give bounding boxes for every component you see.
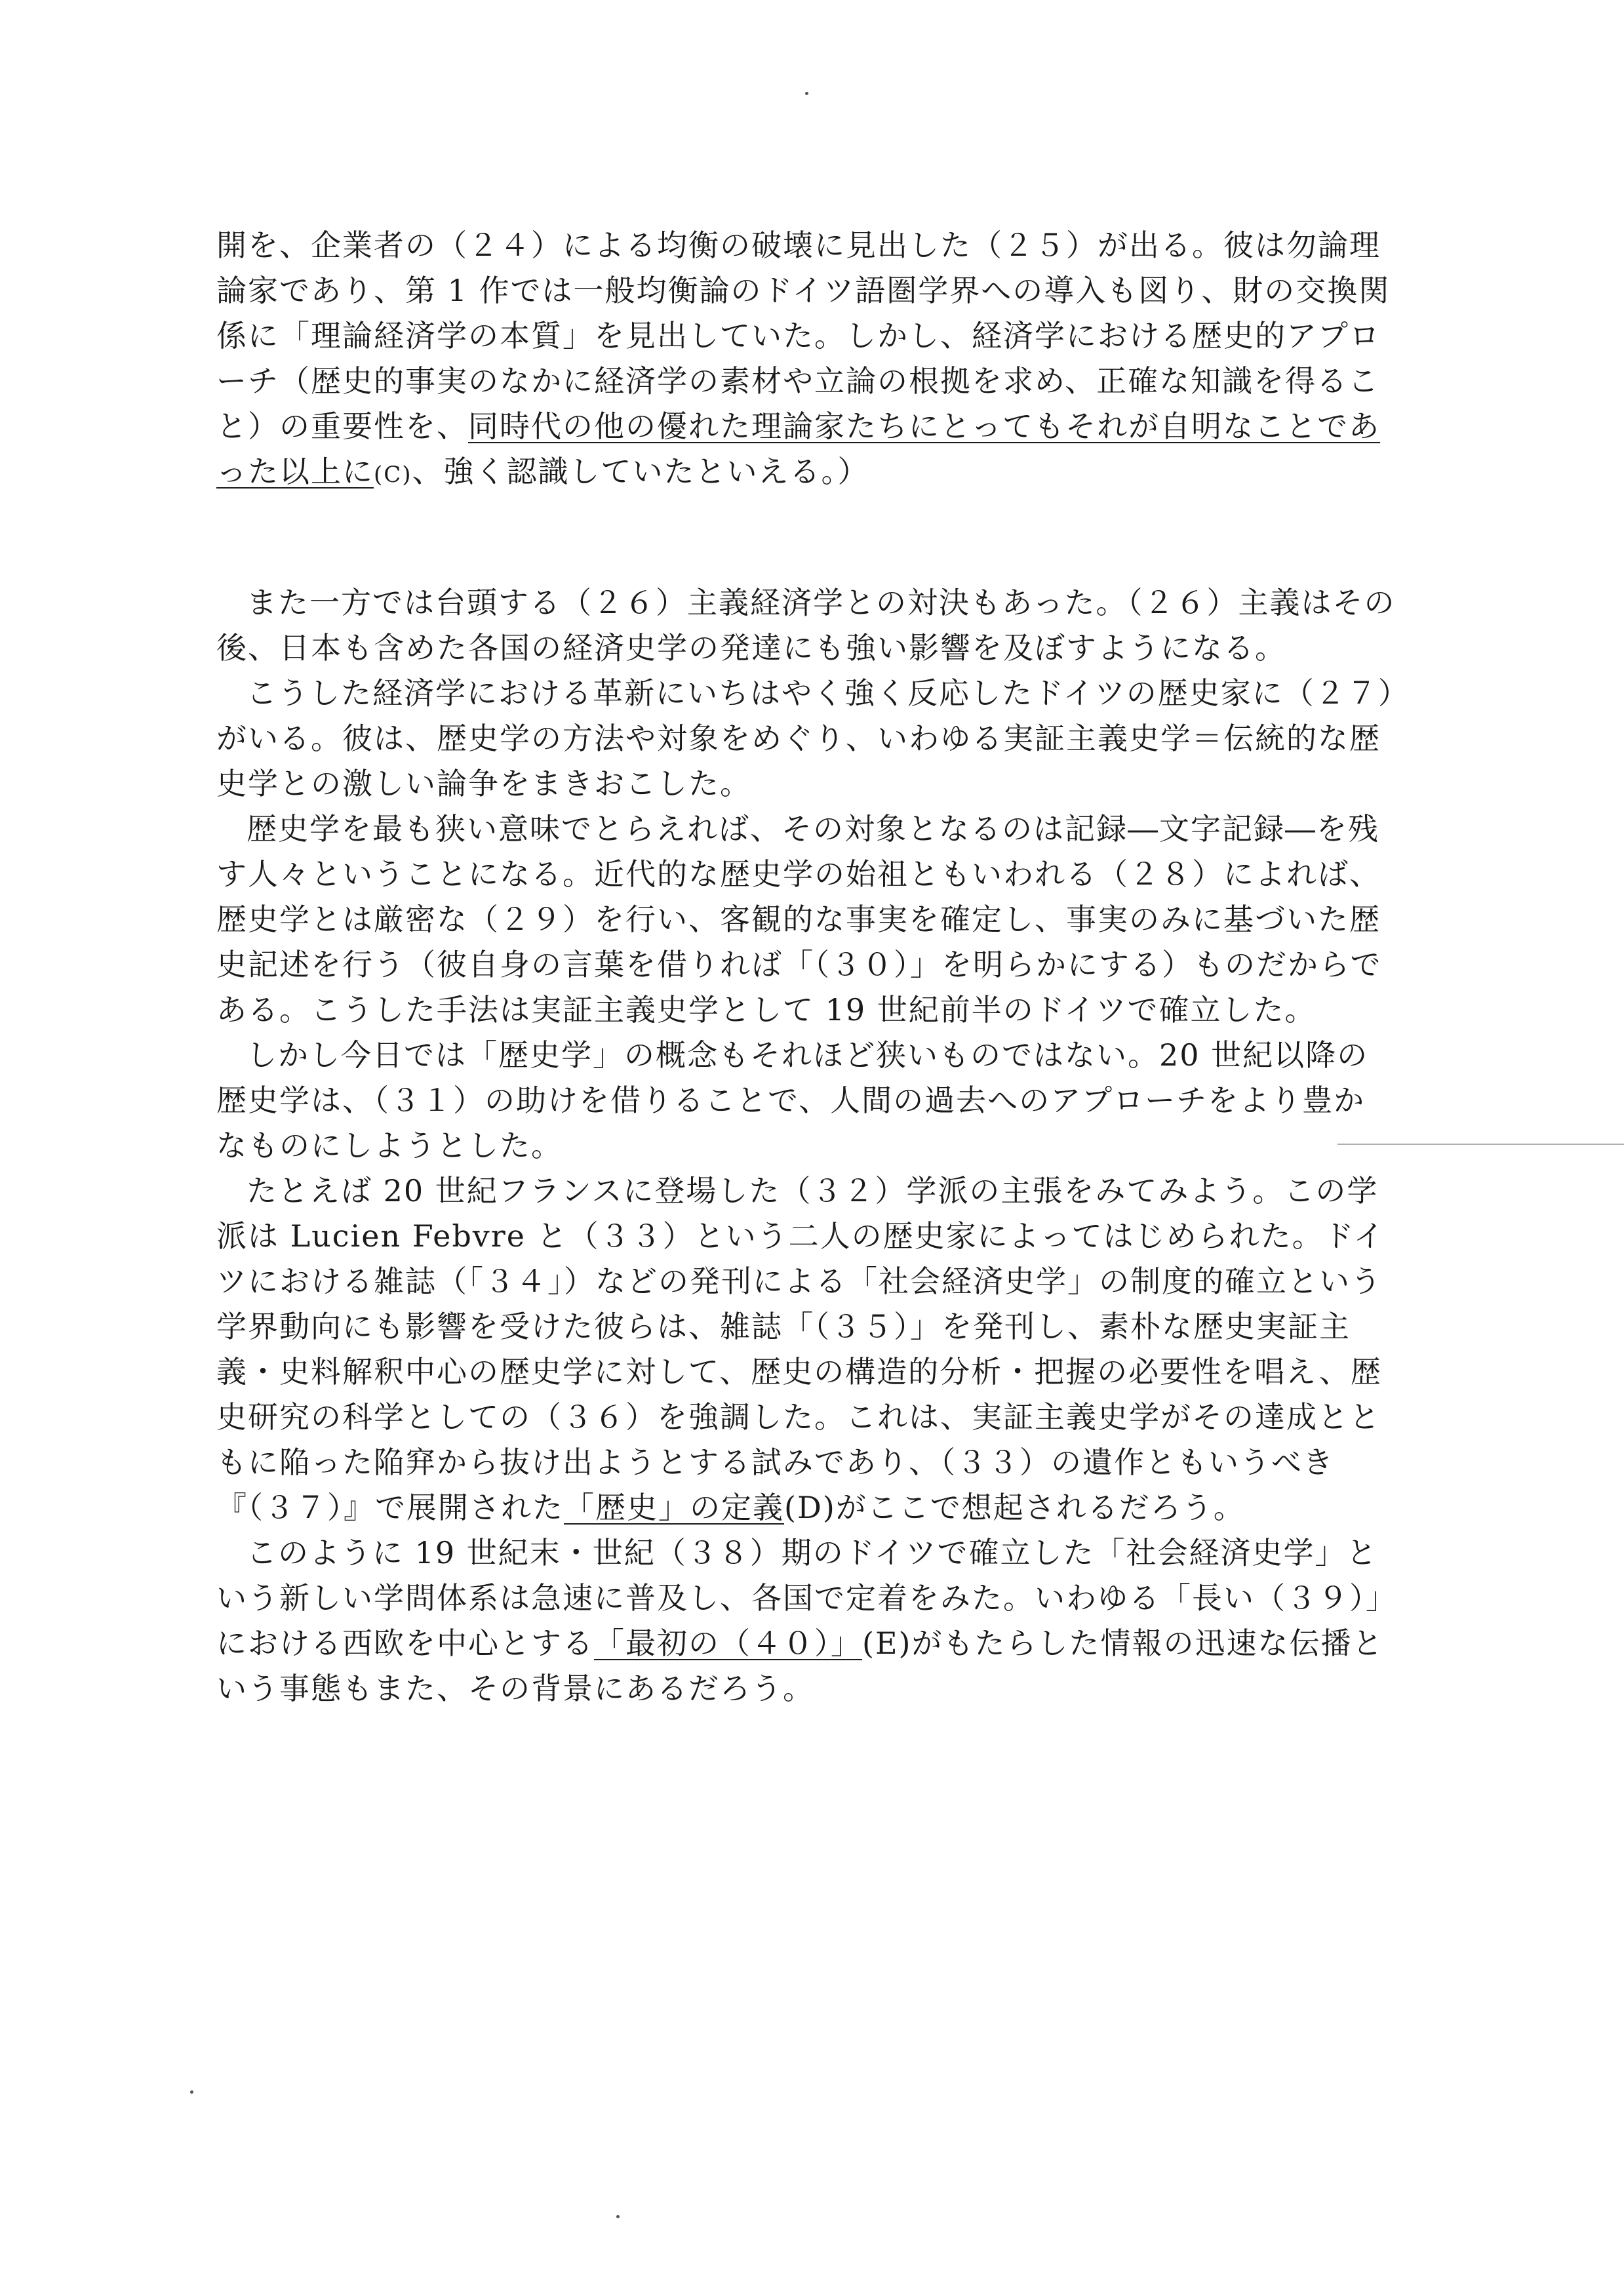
paragraph-6-text-a: たとえば 20 世紀フランスに登場した（３２）学派の主張をみてみよう。この学派は Lucien Febvre と（３３）という二人の歴史家によってはじめられた。ドイツにおける雑誌（「３４」）などの発刊による「社会経済史学」の制度的確立という学界動向にも影響を受けた彼らは、雑誌「（３５）」を発刊し、素朴な歴史実証主義・史料解釈中心の歴史学に対して、歴史の構造的分析・把握の必要性を唱え、歴史研究の科学としての（３６）を強調した。これは、実証主義史学がその達成とともに陥った陥穽から抜け出ようとする試みであり、（３３）の遺作ともいうべき『（３７）』で展開された <box>216 1173 1385 1525</box>
paragraph-6-text-b: がここで想起されるだろう。 <box>835 1490 1245 1525</box>
paragraph-7-text-b: がもたらした情報の迅速な伝播という事態もまた、その背景にあるだろう。 <box>216 1626 1384 1706</box>
scan-speck <box>190 2090 193 2094</box>
paragraph-2: また一方では台頭する（２６）主義経済学との対決もあった。（２６）主義はその後、日本も含めた各国の経済史学の発達にも強い影響を及ぼすようになる。 <box>216 585 1396 666</box>
scan-artifact-line <box>1337 1144 1624 1145</box>
paragraph-7 <box>216 1530 1396 1711</box>
underlined-phrase-d: 「歴史」の定義 <box>564 1490 784 1525</box>
body-text <box>216 580 1396 1711</box>
scan-speck <box>616 2215 620 2218</box>
paragraph-1-text-a: 開を、企業者の（２４）による均衡の破壊に見出した（２５）が出る。彼は勿論理論家であり、第 1 作では一般均衡論のドイツ語圏学界への導入も図り、財の交換関係に「理論経済学の本質」を見出していた。しかし、経済学における歴史的アプローチ（歴史的事実のなかに経済学の素材や立論の根拠を求め、正確な知識を得ること）の重要性を、 <box>216 228 1391 444</box>
paragraph-3: こうした経済学における革新にいちはやく強く反応したドイツの歴史家に（２７）がいる。彼は、歴史学の方法や対象をめぐり、いわゆる実証主義史学＝伝統的な歴史学との激しい論争をまきおこした。 <box>216 675 1395 801</box>
tag-e: (E) <box>862 1626 912 1661</box>
scan-speck <box>805 92 808 95</box>
paragraph-4: 歴史学を最も狭い意味でとらえれば、その対象となるのは記録―文字記録―を残す人々ということになる。近代的な歴史学の始祖ともいわれる（２８）によれば、歴史学とは厳密な（２９）を行い、客観的な事実を確定し、事実のみに基づいた歴史記述を行う（彼自身の言葉を借りれば「（３０）」を明らかにする）ものだからである。こうした手法は実証主義史学として 19 世紀前半のドイツで確立した。 <box>216 811 1382 1028</box>
underlined-phrase-e: 「最初の（４０）」 <box>594 1626 862 1661</box>
paragraph-7-text-a: このように 19 世紀末・世紀（３８）期のドイツで確立した「社会経済史学」という新しい学問体系は急速に普及し、各国で定着をみた。いわゆる「長い（３９）」における西欧を中心とする <box>216 1535 1382 1661</box>
tag-d: (D) <box>784 1490 836 1525</box>
paragraph-5: しかし今日では「歴史学」の概念もそれほど狭いものではない。20 世紀以降の歴史学は、（３１）の助けを借りることで、人間の過去へのアプローチをより豊かなものにしようとした。 <box>216 1037 1369 1163</box>
underlined-phrase-c: 同時代の他の優れた理論家たちにとってもそれが自明なことであった以上に <box>216 409 1381 489</box>
paragraph-6 <box>216 1168 1396 1530</box>
paragraph-1-text-b: 、強く認識していたといえる。） <box>412 454 869 489</box>
tag-c: (C) <box>374 462 412 488</box>
paragraph-1 <box>216 223 1396 498</box>
